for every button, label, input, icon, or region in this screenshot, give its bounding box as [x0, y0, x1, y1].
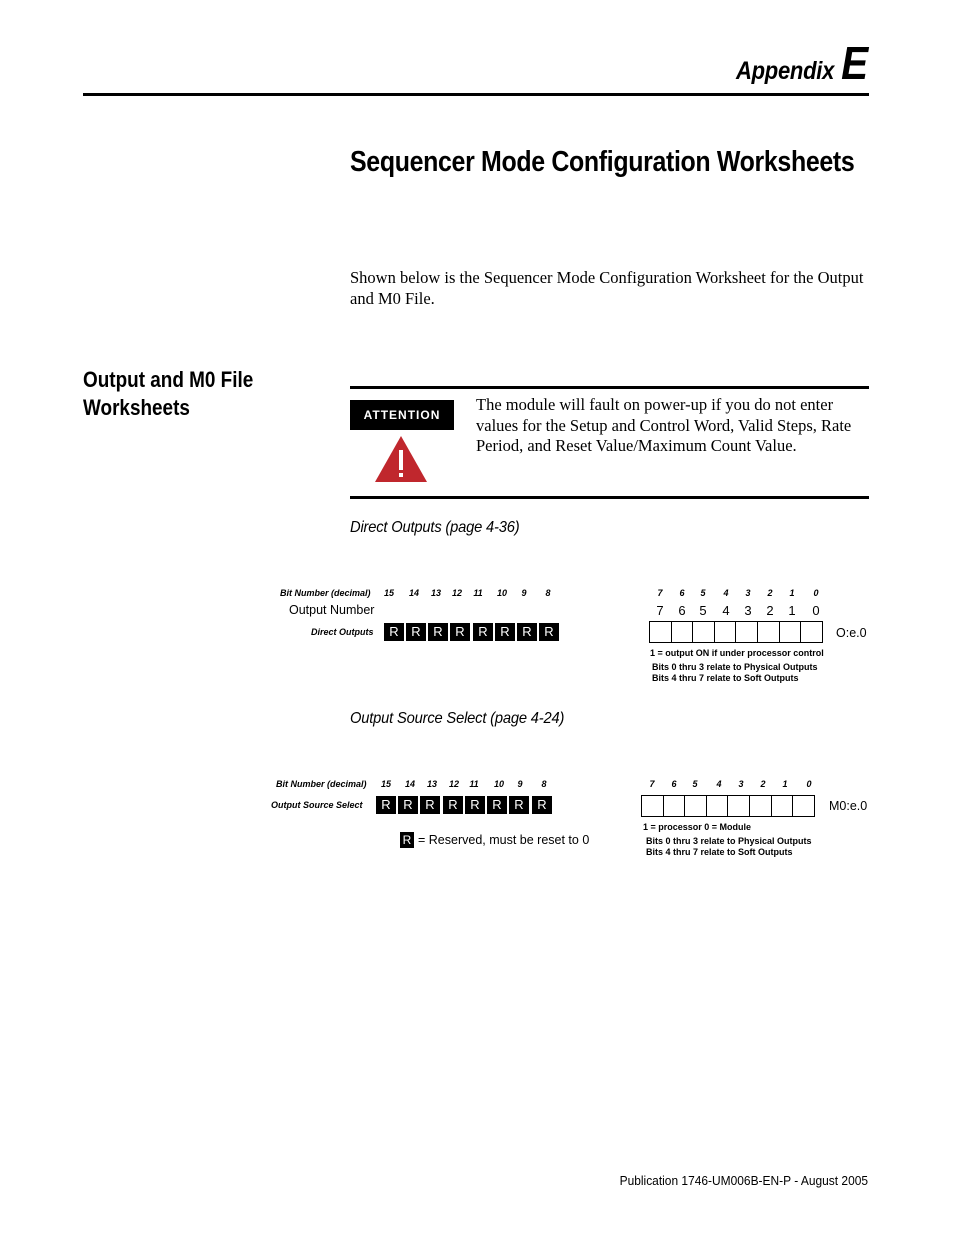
fig2-reserved-bit: R [465, 796, 485, 814]
fig1-bit-3: 3 [745, 588, 751, 598]
fig1-bit-7: 7 [657, 588, 663, 598]
fig2-reserved-bit: R [376, 796, 396, 814]
fig1-bit-5: 5 [700, 588, 706, 598]
fig1-bit-10: 10 [496, 588, 507, 598]
fig1-reserved-bit: R [384, 623, 404, 641]
header-rule [83, 93, 869, 96]
fig1-output-number: 5 [699, 603, 707, 618]
bit-cell[interactable] [735, 621, 758, 643]
fig1-reserved-bit: R [495, 623, 515, 641]
fig2-bit-0: 0 [806, 779, 812, 789]
fig1-output-number: 2 [766, 603, 774, 618]
fig1-note-1: 1 = output ON if under processor control [650, 648, 824, 658]
fig2-note-3: Bits 4 thru 7 relate to Soft Outputs [646, 847, 793, 857]
fig2-reserved-bit: R [532, 796, 552, 814]
fig1-caption: Direct Outputs (page 4-36) [350, 519, 520, 536]
fig2-reserved-bit: R [509, 796, 529, 814]
bit-cell[interactable] [671, 621, 694, 643]
fig1-bit-number-label: Bit Number (decimal) [280, 588, 371, 598]
fig1-bit-1: 1 [789, 588, 795, 598]
fig1-reserved-bit: R [450, 623, 470, 641]
fig1-bit-9: 9 [521, 588, 527, 598]
fig2-bit-3: 3 [738, 779, 744, 789]
attention-top-rule [350, 386, 869, 389]
legend-text: = Reserved, must be reset to 0 [418, 833, 590, 847]
fig1-bit-8: 8 [545, 588, 551, 598]
bit-cell[interactable] [757, 621, 780, 643]
bit-cell[interactable] [749, 795, 772, 817]
bit-cell[interactable] [779, 621, 802, 643]
fig1-bit-cells [649, 621, 823, 643]
warning-triangle-icon [373, 434, 429, 484]
fig2-bit-8: 8 [541, 779, 547, 789]
fig1-bit-11: 11 [473, 588, 483, 598]
fig2-bit-10: 10 [493, 779, 504, 789]
fig2-bit-7: 7 [649, 779, 655, 789]
fig2-reserved-bit: R [443, 796, 463, 814]
fig1-output-number: 6 [678, 603, 686, 618]
page-title: Sequencer Mode Configuration Worksheets [350, 146, 855, 178]
fig2-bit-2: 2 [760, 779, 766, 789]
fig1-output-number: 7 [656, 603, 664, 618]
bit-cell[interactable] [649, 621, 672, 643]
fig1-output-number: 0 [812, 603, 820, 618]
bit-cell[interactable] [641, 795, 664, 817]
appendix-label: Appendix [736, 57, 835, 85]
fig2-reserved-bit: R [420, 796, 440, 814]
bit-cell[interactable] [792, 795, 815, 817]
publication-footer: Publication 1746-UM006B-EN-P - August 2005 [619, 1173, 868, 1188]
fig1-output-number-label: Output Number [289, 603, 375, 617]
bit-cell[interactable] [706, 795, 729, 817]
fig1-reserved-bit: R [473, 623, 493, 641]
fig1-bit-0: 0 [813, 588, 819, 598]
attention-text: The module will fault on power-up if you do not enter values for the Setup and Control Word, Valid Steps, Rate Period, and Reset Value/Maximum Count Value. [476, 395, 852, 455]
fig2-note-2: Bits 0 thru 3 relate to Physical Outputs [646, 836, 812, 846]
fig1-output-number: 1 [788, 603, 796, 618]
bit-cell[interactable] [714, 621, 737, 643]
fig2-note-1: 1 = processor 0 = Module [643, 822, 752, 832]
fig2-bit-5: 5 [692, 779, 698, 789]
fig1-output-number: 4 [722, 603, 730, 618]
fig1-output-number: 3 [744, 603, 752, 618]
bit-cell[interactable] [684, 795, 707, 817]
fig1-note-2: Bits 0 thru 3 relate to Physical Outputs [652, 662, 818, 672]
reserved-legend [400, 832, 589, 848]
fig1-word-label: O:e.0 [836, 626, 867, 640]
fig2-bit-6: 6 [671, 779, 677, 789]
fig2-bit-9: 9 [517, 779, 523, 789]
fig1-reserved-bit: R [428, 623, 448, 641]
fig1-reserved-bit: R [406, 623, 426, 641]
attention-bottom-rule [350, 496, 869, 499]
fig1-bit-6: 6 [679, 588, 685, 598]
fig2-bit-11: 11 [469, 779, 479, 789]
fig2-bit-15: 15 [380, 779, 391, 789]
legend-reserved-box: R [400, 832, 414, 848]
fig2-reserved-bit: R [398, 796, 418, 814]
fig2-reserved-bit: R [487, 796, 507, 814]
bit-cell[interactable] [727, 795, 750, 817]
bit-cell[interactable] [771, 795, 794, 817]
fig2-bit-13: 13 [426, 779, 437, 789]
fig2-row-label: Output Source Select [271, 800, 363, 810]
fig1-bit-12: 12 [451, 588, 462, 598]
fig1-bit-14: 14 [408, 588, 419, 598]
fig2-bit-number-label: Bit Number (decimal) [276, 779, 367, 789]
intro-paragraph: Shown below is the Sequencer Mode Configuration Worksheet for the Output and M0 File. [350, 268, 864, 308]
fig2-bit-1: 1 [782, 779, 788, 789]
attention-badge: ATTENTION [350, 400, 454, 430]
fig1-row-label: Direct Outputs [311, 627, 374, 637]
fig2-bit-12: 12 [448, 779, 459, 789]
fig1-bit-13: 13 [430, 588, 441, 598]
fig1-reserved-bit: R [517, 623, 537, 641]
fig1-bit-2: 2 [767, 588, 773, 598]
fig1-reserved-bit: R [539, 623, 559, 641]
bit-cell[interactable] [800, 621, 823, 643]
fig1-bit-15: 15 [383, 588, 394, 598]
appendix-letter: E [841, 37, 868, 89]
bit-cell[interactable] [663, 795, 686, 817]
fig2-bit-4: 4 [716, 779, 722, 789]
fig2-caption: Output Source Select (page 4-24) [350, 710, 565, 727]
fig1-note-3: Bits 4 thru 7 relate to Soft Outputs [652, 673, 799, 683]
appendix-heading [736, 36, 868, 90]
bit-cell[interactable] [692, 621, 715, 643]
fig2-bit-14: 14 [404, 779, 415, 789]
fig1-bit-4: 4 [723, 588, 729, 598]
fig2-bit-cells [641, 795, 815, 817]
section-heading: Output and M0 File Worksheets [83, 367, 254, 420]
fig2-word-label: M0:e.0 [829, 799, 868, 813]
